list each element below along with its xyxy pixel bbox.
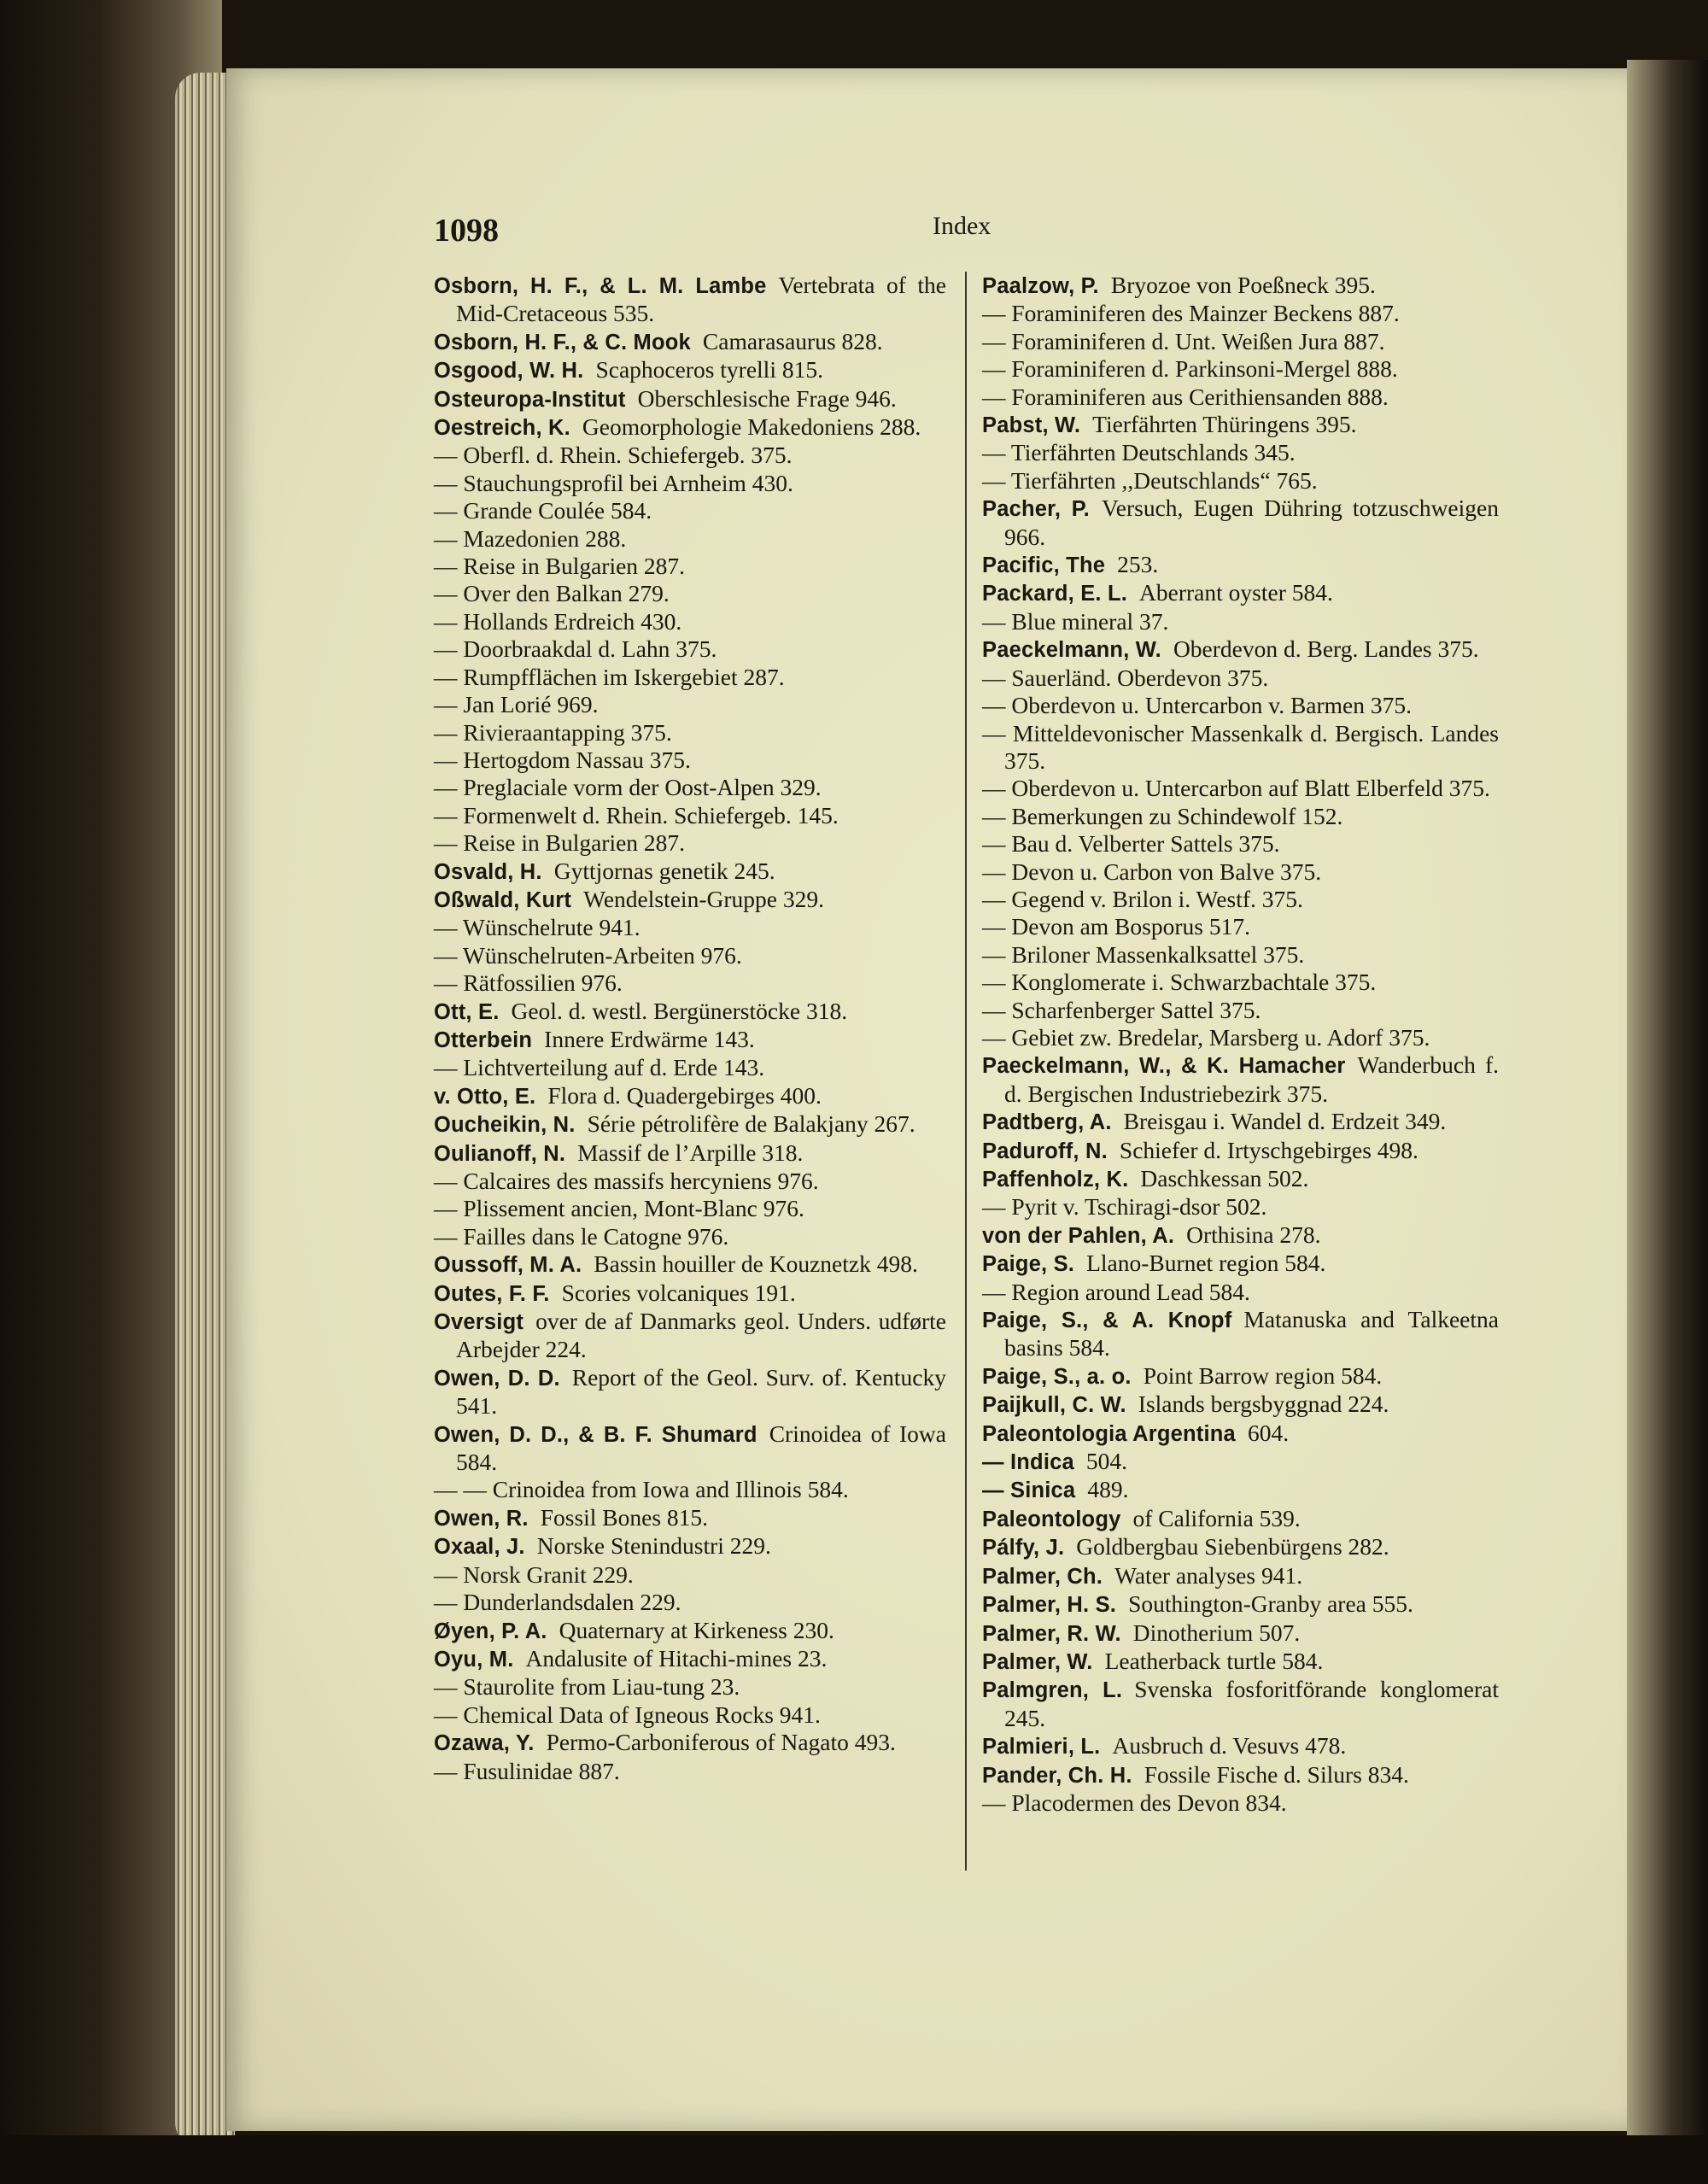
entry-title: Schiefer d. Irtyschgebirges 498. bbox=[1119, 1136, 1418, 1163]
index-entry bbox=[982, 1420, 1499, 1448]
index-entry bbox=[982, 1221, 1499, 1250]
index-entry bbox=[982, 1789, 1499, 1817]
entry-author: Pander, Ch. H. bbox=[982, 1763, 1132, 1788]
entry-title: — Grande Coulée 584. bbox=[434, 497, 652, 524]
entry-title: — — Crinoidea from Iowa and Illinois 584. bbox=[434, 1476, 849, 1503]
index-entry bbox=[982, 830, 1499, 858]
index-entry bbox=[434, 413, 946, 442]
entry-author: Ott, E. bbox=[434, 999, 500, 1024]
entry-title: — Sauerländ. Oberdevon 375. bbox=[982, 664, 1269, 691]
entry-title: — Briloner Massenkalksattel 375. bbox=[982, 940, 1305, 968]
entry-title: Fossil Bones 815. bbox=[540, 1503, 709, 1531]
index-entry bbox=[434, 691, 946, 718]
index-entry bbox=[982, 1590, 1499, 1619]
index-entry bbox=[982, 1051, 1499, 1108]
index-entry bbox=[434, 1308, 946, 1364]
index-entry bbox=[434, 914, 946, 941]
index-entry bbox=[982, 411, 1499, 439]
index-entry bbox=[982, 1250, 1499, 1278]
index-entry bbox=[434, 328, 946, 356]
index-entry bbox=[434, 470, 946, 497]
entry-title: — Lichtverteilung auf d. Erde 143. bbox=[434, 1054, 765, 1081]
index-entry bbox=[434, 942, 946, 969]
index-column-right bbox=[982, 272, 1499, 1817]
entry-title: Norske Stenindustri 229. bbox=[536, 1532, 771, 1560]
entry-author: Paffenholz, K. bbox=[982, 1168, 1129, 1192]
entry-author: v. Otto, E. bbox=[434, 1084, 536, 1109]
entry-author: Paeckelmann, W., & K. Hamacher bbox=[982, 1054, 1346, 1079]
entry-title: — Failles dans le Catogne 976. bbox=[434, 1222, 729, 1250]
index-entry bbox=[434, 1026, 946, 1054]
entry-title: 253. bbox=[1117, 551, 1159, 578]
index-entry bbox=[434, 608, 946, 635]
index-entry bbox=[982, 300, 1499, 327]
index-entry bbox=[434, 1139, 946, 1168]
index-entry bbox=[982, 1362, 1499, 1391]
entry-title: — Oberdevon u. Untercarbon auf Blatt Elberfeld 375. bbox=[982, 775, 1490, 802]
index-entry bbox=[982, 579, 1499, 607]
index-entry bbox=[434, 635, 946, 663]
entry-title: — Dunderlandsdalen 229. bbox=[434, 1589, 681, 1616]
entry-author: Palmer, H. S. bbox=[982, 1593, 1117, 1618]
entry-author: Oversigt bbox=[434, 1310, 524, 1335]
entry-title: — Mazedonien 288. bbox=[434, 524, 627, 552]
entry-title: Svenska fosforitförande konglomerat 245. bbox=[1004, 1676, 1499, 1731]
entry-title: — Reise in Bulgarien 287. bbox=[434, 553, 686, 580]
entry-title: — Region around Lead 584. bbox=[982, 1278, 1250, 1305]
entry-title: — Foraminiferen aus Cerithiensanden 888. bbox=[982, 383, 1389, 410]
index-entry bbox=[982, 1165, 1499, 1193]
entry-author: Paige, S. bbox=[982, 1252, 1075, 1277]
entry-title: — Tierfährten ,,Deutschlands“ 765. bbox=[982, 466, 1318, 494]
index-entry bbox=[434, 1168, 946, 1195]
entry-title: — Gegend v. Brilon i. Westf. 375. bbox=[982, 885, 1303, 912]
index-entry bbox=[982, 1732, 1499, 1760]
index-entry bbox=[434, 1054, 946, 1081]
entry-title: Tierfährten Thüringens 395. bbox=[1092, 411, 1357, 438]
entry-author: Øyen, P. A. bbox=[434, 1619, 547, 1643]
index-entry bbox=[982, 997, 1499, 1024]
entry-title: — Rätfossilien 976. bbox=[434, 969, 623, 997]
index-entry bbox=[982, 1193, 1499, 1221]
entry-author: Paalzow, P. bbox=[982, 274, 1099, 298]
entry-title: Massif de l’Arpille 318. bbox=[577, 1139, 804, 1166]
entry-title: — Bau d. Velberter Sattels 375. bbox=[982, 830, 1280, 858]
entry-title: — Calcaires des massifs hercyniens 976. bbox=[434, 1168, 819, 1194]
entry-title: — Devon u. Carbon von Balve 375. bbox=[982, 858, 1322, 885]
entry-title: — Rumpfflächen im Iskergebiet 287. bbox=[434, 663, 785, 690]
entry-title: Scories volcaniques 191. bbox=[561, 1279, 796, 1306]
entry-title: Bassin houiller de Kouznetzk 498. bbox=[594, 1250, 918, 1278]
entry-title: Scaphoceros tyrelli 815. bbox=[595, 356, 823, 384]
index-entry bbox=[434, 774, 946, 801]
entry-author: Oxaal, J. bbox=[434, 1535, 525, 1560]
entry-author: Otterbein bbox=[434, 1028, 533, 1052]
entry-title: Oberdevon d. Berg. Landes 375. bbox=[1173, 635, 1479, 663]
entry-title: — Mitteldevonischer Massenkalk d. Bergisch. Landes 375. bbox=[982, 719, 1499, 774]
index-entry bbox=[434, 580, 946, 607]
index-entry bbox=[434, 385, 946, 413]
entry-title: Geol. d. westl. Bergünerstöcke 318. bbox=[511, 997, 848, 1024]
index-entry bbox=[982, 1676, 1499, 1732]
entry-title: — Hertogdom Nassau 375. bbox=[434, 746, 691, 773]
index-entry bbox=[982, 1562, 1499, 1590]
entry-title: Goldbergbau Siebenbürgens 282. bbox=[1076, 1533, 1389, 1560]
entry-author: Osvald, H. bbox=[434, 859, 542, 884]
index-entry bbox=[434, 1250, 946, 1279]
entry-title: Innere Erdwärme 143. bbox=[544, 1025, 755, 1052]
index-entry bbox=[434, 1364, 946, 1420]
entry-title: Fossile Fische d. Silurs 834. bbox=[1144, 1760, 1409, 1788]
entry-author: Oussoff, M. A. bbox=[434, 1253, 582, 1278]
index-entry bbox=[434, 1532, 946, 1560]
entry-title: — Preglaciale vorm der Oost-Alpen 329. bbox=[434, 774, 822, 801]
entry-author: Osgood, W. H. bbox=[434, 359, 584, 384]
entry-author: Osborn, H. F., & L. M. Lambe bbox=[434, 274, 767, 298]
index-entry bbox=[434, 497, 946, 524]
entry-title: — Oberfl. d. Rhein. Schiefergeb. 375. bbox=[434, 442, 793, 469]
entry-title: — Stauchungsprofil bei Arnheim 430. bbox=[434, 469, 793, 496]
index-entry bbox=[434, 719, 946, 747]
index-entry bbox=[982, 551, 1499, 579]
entry-author: Owen, R. bbox=[434, 1506, 529, 1531]
index-entry bbox=[434, 1758, 946, 1785]
entry-author: Oestreich, K. bbox=[434, 416, 570, 441]
entry-title: — Placodermen des Devon 834. bbox=[982, 1789, 1287, 1816]
index-entry bbox=[982, 720, 1499, 776]
index-entry bbox=[434, 1195, 946, 1222]
index-entry bbox=[982, 1137, 1499, 1165]
index-entry bbox=[982, 1108, 1499, 1136]
entry-author: Oyu, M. bbox=[434, 1647, 514, 1672]
entry-title: 504. bbox=[1085, 1448, 1127, 1475]
index-entry bbox=[434, 1617, 946, 1645]
entry-author: Paduroff, N. bbox=[982, 1139, 1108, 1163]
entry-author: Paleontology bbox=[982, 1507, 1121, 1531]
index-entry bbox=[982, 1648, 1499, 1676]
entry-title: Vertebrata of the Mid-Cretaceous 535. bbox=[456, 272, 946, 327]
index-entry bbox=[982, 1448, 1499, 1476]
entry-author: Palmgren, L. bbox=[982, 1678, 1123, 1703]
entry-title: Wendelstein-Gruppe 329. bbox=[583, 885, 824, 912]
index-entry bbox=[982, 1533, 1499, 1561]
entry-title: Aberrant oyster 584. bbox=[1139, 579, 1333, 606]
entry-title: — Blue mineral 37. bbox=[982, 607, 1169, 635]
index-entry bbox=[982, 775, 1499, 802]
entry-title: — Chemical Data of Igneous Rocks 941. bbox=[434, 1701, 821, 1728]
entry-title: 604. bbox=[1247, 1419, 1290, 1446]
index-entry bbox=[434, 664, 946, 691]
index-entry bbox=[434, 858, 946, 886]
entry-title: Camarasaurus 828. bbox=[702, 327, 883, 354]
entry-author: Oßwald, Kurt bbox=[434, 887, 572, 912]
entry-author: Ozawa, Y. bbox=[434, 1731, 535, 1756]
entry-author: Pacher, P. bbox=[982, 497, 1090, 522]
index-entry bbox=[434, 969, 946, 997]
index-entry bbox=[982, 1391, 1499, 1419]
entry-author: Packard, E. L. bbox=[982, 582, 1128, 606]
index-entry bbox=[434, 272, 946, 328]
index-entry bbox=[434, 1476, 946, 1503]
entry-title: Bryozoe von Poeßneck 395. bbox=[1110, 272, 1376, 298]
entry-title: Llano-Burnet region 584. bbox=[1086, 1250, 1326, 1277]
entry-author: Osteuropa-Institut bbox=[434, 387, 626, 412]
entry-title: Orthisina 278. bbox=[1186, 1221, 1321, 1248]
index-entry bbox=[434, 1504, 946, 1532]
entry-title: Leatherback turtle 584. bbox=[1104, 1647, 1324, 1674]
entry-author: Paige, S., a. o. bbox=[982, 1364, 1132, 1389]
entry-author: Paige, S., & A. Knopf bbox=[982, 1309, 1232, 1333]
index-entry bbox=[434, 1729, 946, 1757]
entry-title: Gyttjornas genetik 245. bbox=[553, 857, 775, 884]
index-entry bbox=[982, 941, 1499, 969]
entry-author: Palmieri, L. bbox=[982, 1735, 1101, 1759]
entry-title: Série pétrolifère de Balakjany 267. bbox=[587, 1110, 915, 1138]
entry-author: Padtberg, A. bbox=[982, 1110, 1112, 1135]
index-entry bbox=[434, 1279, 946, 1308]
column-divider bbox=[965, 272, 967, 1871]
index-entry bbox=[982, 467, 1499, 495]
entry-title: Islands bergsbyggnad 224. bbox=[1138, 1391, 1389, 1418]
entry-title: Water analyses 941. bbox=[1114, 1561, 1303, 1589]
entry-title: — Wünschelrute 941. bbox=[434, 914, 640, 941]
entry-author: Paijkull, C. W. bbox=[982, 1393, 1126, 1418]
entry-author: Palmer, R. W. bbox=[982, 1621, 1121, 1646]
entry-title: — Gebiet zw. Bredelar, Marsberg u. Adorf 375. bbox=[982, 1023, 1430, 1051]
index-entry bbox=[434, 1110, 946, 1139]
entry-title: — Staurolite from Liau-tung 23. bbox=[434, 1673, 740, 1701]
entry-author: Oucheikin, N. bbox=[434, 1113, 576, 1138]
entry-title: Oberschlesische Frage 946. bbox=[637, 384, 897, 412]
entry-title: — Fusulinidae 887. bbox=[434, 1757, 620, 1784]
entry-title: Point Barrow region 584. bbox=[1143, 1361, 1383, 1389]
page-number: 1098 bbox=[434, 213, 499, 249]
entry-title: Matanuska and Talkeetna basins 584. bbox=[1004, 1306, 1499, 1361]
index-entry bbox=[434, 1420, 946, 1477]
page-title: Index bbox=[933, 212, 991, 240]
index-entry bbox=[982, 1505, 1499, 1533]
index-entry bbox=[434, 1561, 946, 1589]
index-entry bbox=[982, 1024, 1499, 1051]
index-entry bbox=[982, 692, 1499, 719]
entry-title: — Hollands Erdreich 430. bbox=[434, 607, 682, 635]
index-entry bbox=[982, 913, 1499, 940]
index-entry bbox=[982, 1476, 1499, 1504]
entry-author: Pálfy, J. bbox=[982, 1536, 1065, 1560]
index-entry bbox=[982, 355, 1499, 383]
entry-title: Report of the Geol. Surv. of. Kentucky 541. bbox=[456, 1363, 946, 1420]
entry-title: — Wünschelruten-Arbeiten 976. bbox=[434, 941, 742, 969]
entry-title: — Rivieraantapping 375. bbox=[434, 718, 672, 746]
index-entry bbox=[434, 998, 946, 1026]
index-entry bbox=[434, 1673, 946, 1701]
index-entry bbox=[982, 665, 1499, 692]
entry-title: — Norsk Granit 229. bbox=[434, 1560, 634, 1588]
entry-title: Flora d. Quadergebirges 400. bbox=[547, 1081, 822, 1109]
entry-title: Versuch, Eugen Dühring totzuschweigen 966. bbox=[1004, 495, 1499, 550]
index-entry bbox=[982, 803, 1499, 830]
index-entry bbox=[434, 747, 946, 774]
entry-author: Owen, D. D., & B. F. Shumard bbox=[434, 1422, 757, 1447]
entry-title: Dinotherium 507. bbox=[1132, 1619, 1301, 1646]
index-entry bbox=[982, 635, 1499, 664]
entry-title: 489. bbox=[1087, 1476, 1129, 1503]
entry-title: Southington-Granby area 555. bbox=[1128, 1590, 1413, 1618]
index-entry bbox=[434, 1082, 946, 1110]
entry-title: — Reise in Bulgarien 287. bbox=[434, 829, 686, 857]
entry-title: Breisgau i. Wandel d. Erdzeit 349. bbox=[1123, 1108, 1447, 1135]
entry-author: Paeckelmann, W. bbox=[982, 638, 1161, 663]
entry-title: — Pyrit v. Tschiragi-dsor 502. bbox=[982, 1193, 1267, 1221]
entry-title: — Doorbraakdal d. Lahn 375. bbox=[434, 635, 717, 663]
entry-title: Ausbruch d. Vesuvs 478. bbox=[1112, 1732, 1347, 1759]
entry-title: — Foraminiferen d. Unt. Weißen Jura 887. bbox=[982, 327, 1385, 354]
entry-author: — Sinica bbox=[982, 1478, 1076, 1503]
entry-title: Crinoidea of Iowa 584. bbox=[456, 1420, 946, 1476]
index-entry bbox=[982, 886, 1499, 913]
entry-title: — Foraminiferen d. Parkinsoni-Mergel 888. bbox=[982, 355, 1398, 383]
background-bottom bbox=[0, 2135, 1708, 2184]
index-entry bbox=[434, 1589, 946, 1616]
index-entry bbox=[982, 439, 1499, 466]
index-entry bbox=[982, 969, 1499, 996]
entry-title: — Oberdevon u. Untercarbon v. Barmen 375. bbox=[982, 692, 1413, 719]
entry-title: of California 539. bbox=[1132, 1504, 1301, 1531]
entry-author: Palmer, W. bbox=[982, 1649, 1093, 1674]
entry-title: — Plissement ancien, Mont-Blanc 976. bbox=[434, 1195, 804, 1222]
entry-title: Quaternary at Kirkeness 230. bbox=[559, 1616, 834, 1643]
entry-title: Wanderbuch f. d. Bergischen Industriebezirk 375. bbox=[1004, 1051, 1499, 1107]
index-entry bbox=[982, 1619, 1499, 1648]
entry-title: Daschkessan 502. bbox=[1140, 1165, 1309, 1192]
entry-title: — Over den Balkan 279. bbox=[434, 580, 670, 607]
entry-author: Pabst, W. bbox=[982, 413, 1081, 438]
entry-author: Oulianoff, N. bbox=[434, 1141, 566, 1166]
entry-title: — Bemerkungen zu Schindewolf 152. bbox=[982, 802, 1343, 829]
index-entry bbox=[982, 272, 1499, 300]
entry-title: — Jan Lorié 969. bbox=[434, 691, 599, 718]
entry-author: Osborn, H. F., & C. Mook bbox=[434, 330, 691, 354]
entry-title: — Foraminiferen des Mainzer Beckens 887. bbox=[982, 300, 1400, 327]
index-entry bbox=[434, 553, 946, 580]
index-entry bbox=[434, 442, 946, 469]
entry-title: — Devon am Bosporus 517. bbox=[982, 913, 1250, 940]
entry-title: Geomorphologie Makedoniens 288. bbox=[582, 413, 921, 441]
entry-author: — Indica bbox=[982, 1450, 1074, 1475]
index-entry bbox=[434, 802, 946, 829]
index-entry bbox=[434, 1223, 946, 1250]
index-entry bbox=[982, 608, 1499, 635]
entry-author: von der Pahlen, A. bbox=[982, 1223, 1175, 1248]
entry-title: Permo-Carboniferous of Nagato 493. bbox=[546, 1729, 896, 1756]
entry-title: — Konglomerate i. Schwarzbachtale 375. bbox=[982, 969, 1377, 996]
index-entry bbox=[982, 495, 1499, 551]
entry-title: over de af Danmarks geol. Unders. udførte Arbejder 224. bbox=[456, 1308, 946, 1363]
index-entry bbox=[434, 356, 946, 384]
entry-author: Pacific, The bbox=[982, 553, 1106, 578]
index-entry bbox=[982, 858, 1499, 886]
index-entry bbox=[434, 1701, 946, 1729]
index-entry bbox=[434, 1645, 946, 1673]
index-entry bbox=[434, 829, 946, 857]
entry-author: Outes, F. F. bbox=[434, 1281, 550, 1306]
entry-author: Palmer, Ch. bbox=[982, 1564, 1103, 1589]
entry-author: Paleontologia Argentina bbox=[982, 1421, 1236, 1446]
index-entry bbox=[982, 1279, 1499, 1306]
entry-title: — Formenwelt d. Rhein. Schiefergeb. 145. bbox=[434, 801, 839, 829]
index-entry bbox=[434, 886, 946, 914]
entry-title: Andalusite of Hitachi-mines 23. bbox=[525, 1644, 828, 1672]
book-gutter bbox=[1627, 60, 1708, 2144]
index-entry bbox=[982, 384, 1499, 411]
index-entry bbox=[982, 328, 1499, 355]
entry-author: Owen, D. D. bbox=[434, 1366, 560, 1391]
index-entry bbox=[434, 525, 946, 553]
entry-title: — Scharfenberger Sattel 375. bbox=[982, 996, 1261, 1023]
index-entry bbox=[982, 1306, 1499, 1362]
index-entry bbox=[982, 1761, 1499, 1789]
index-column-left bbox=[434, 272, 946, 1785]
entry-title: — Tierfährten Deutschlands 345. bbox=[982, 439, 1296, 466]
